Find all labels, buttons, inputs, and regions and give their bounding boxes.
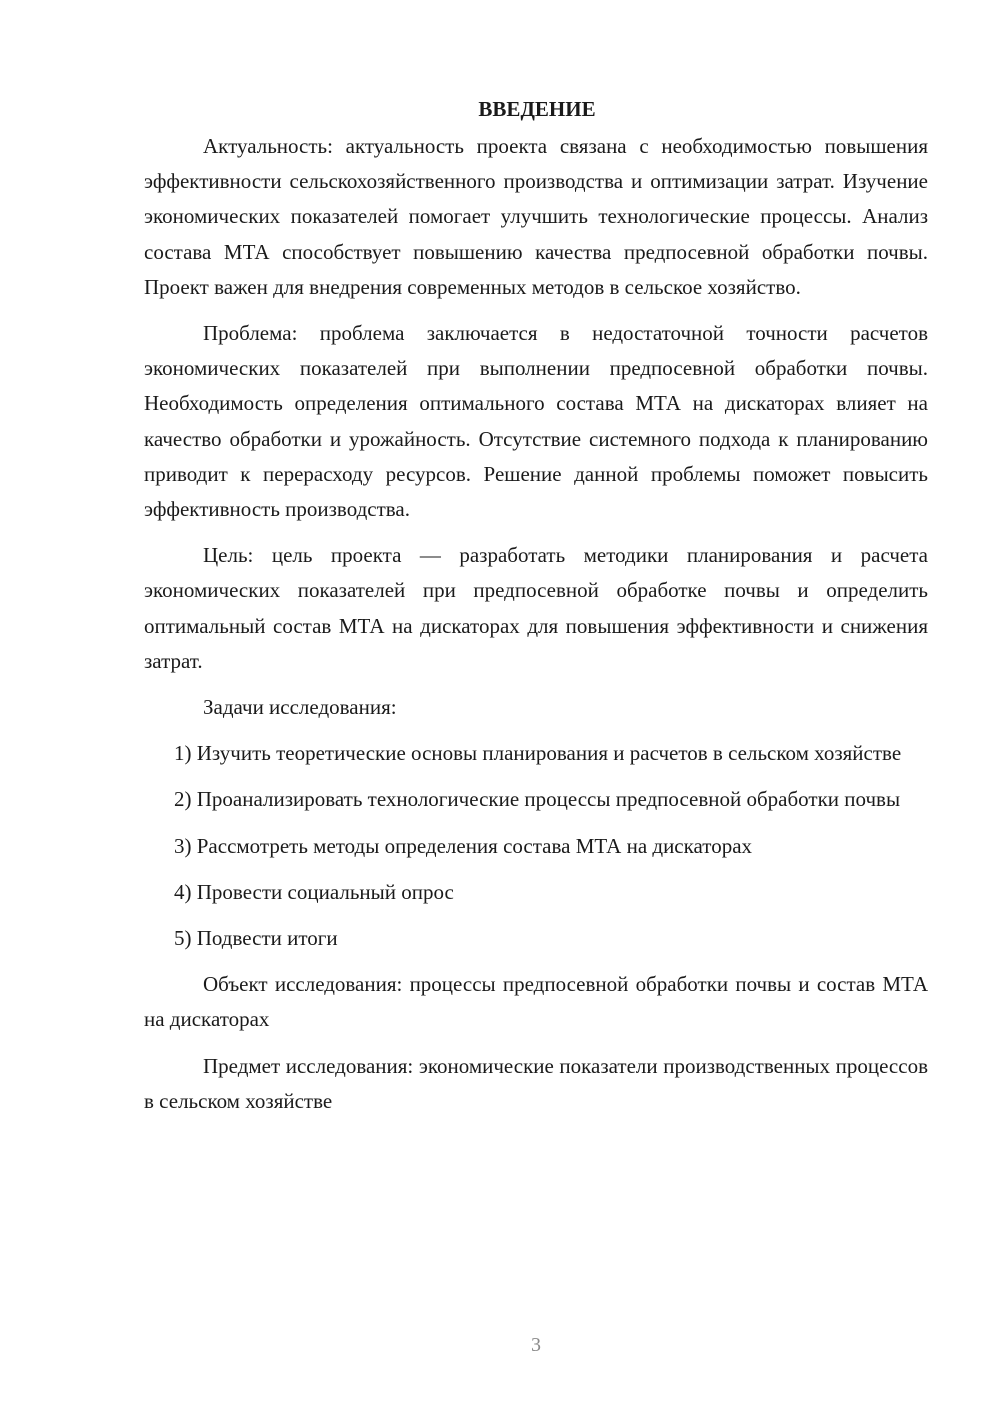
tasks-list [144, 736, 928, 956]
paragraph-subject: Предмет исследования: экономические показатели производственных процессов в сельском хозяйстве [144, 1053, 928, 1113]
paragraph-goal: Цель: цель проекта — разработать методики планирования и расчета экономических показателей при предпосевной обработке почвы и определить оптимальный состав МТА на дискаторах для повышения эффективности и снижения затрат. [144, 543, 928, 673]
list-item: 2) Проанализировать технологические процессы предпосевной обработки почвы [174, 787, 901, 812]
document-page [144, 92, 928, 1119]
paragraph-problem: Проблема: проблема заключается в недостаточной точности расчетов экономических показателей при выполнении предпосевной обработки почвы. Необходимость определения оптимального состава МТА на дискаторах влияет на качество обработки и урожайность. Отсутствие системного подхода к планированию приводит к перерасходу ресурсов. Решение данной проблемы поможет повысить эффективность производства. [144, 321, 928, 522]
list-item: 1) Изучить теоретические основы планирования и расчетов в сельском хозяйстве [174, 741, 902, 766]
page-title: ВВЕДЕНИЕ [478, 97, 596, 121]
paragraph-object: Объект исследования: процессы предпосевной обработки почвы и состав МТА на дискаторах [144, 972, 928, 1032]
list-item: 5) Подвести итоги [174, 926, 338, 951]
paragraph-tasks-intro: Задачи исследования: [203, 695, 397, 720]
list-item: 4) Провести социальный опрос [174, 879, 454, 904]
paragraph-relevance: Актуальность: актуальность проекта связана с необходимостью повышения эффективности сельскохозяйственного производства и оптимизации затрат. Изучение экономических показателей помогает улучшить технологические процессы. Анализ состава МТА способствует повышению качества предпосевной обработки почвы. Проект важен для внедрения современных методов в сельское хозяйство. [144, 134, 928, 299]
page-number: 3 [531, 1334, 541, 1356]
list-item: 3) Рассмотреть методы определения состава МТА на дискаторах [174, 833, 753, 858]
